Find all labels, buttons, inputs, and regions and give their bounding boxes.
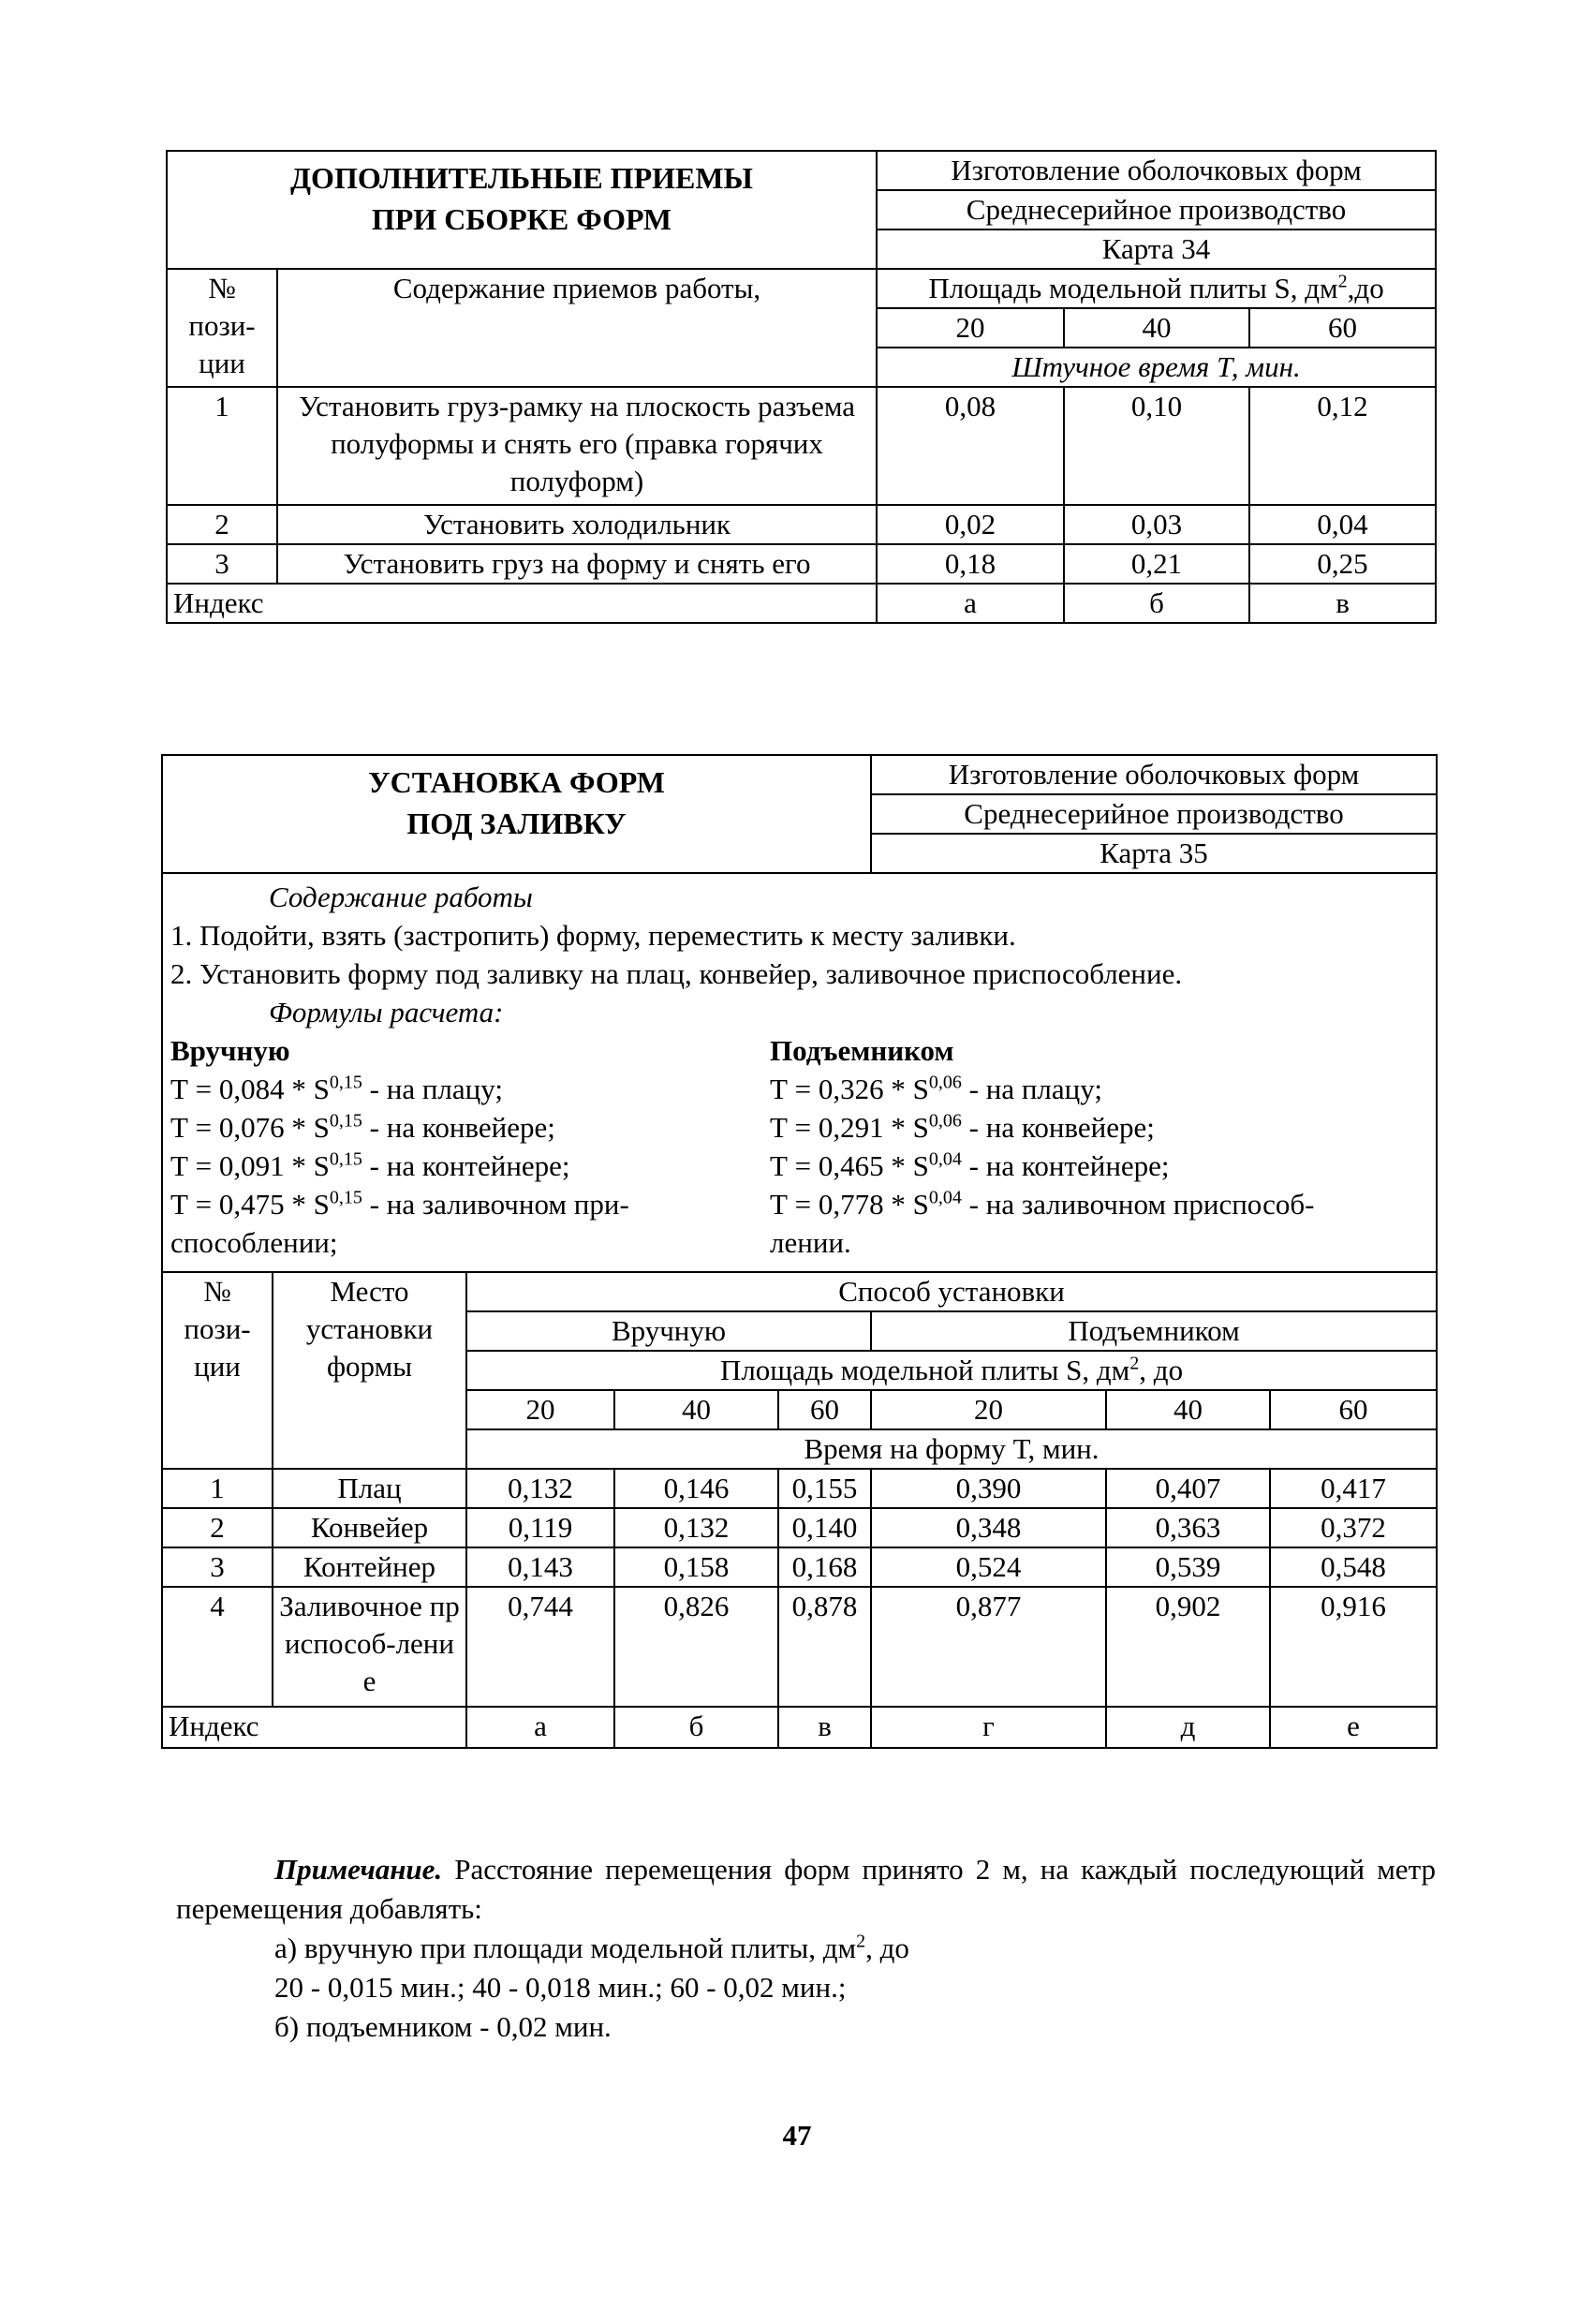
- row-value: 0,03: [1064, 505, 1249, 544]
- row-value: 0,372: [1270, 1508, 1437, 1547]
- method-manual-header: Вручную: [466, 1311, 871, 1351]
- table-row: [167, 544, 1436, 584]
- card-35-description: [162, 873, 1437, 1272]
- col-place-line1: Место: [330, 1275, 409, 1308]
- col-no-line2: пози-: [188, 309, 256, 342]
- row-value: 0,407: [1106, 1469, 1270, 1508]
- row-value: 0,877: [871, 1587, 1106, 1707]
- col-no-line2: пози-: [184, 1312, 251, 1345]
- row-value: 0,548: [1270, 1547, 1437, 1587]
- formulas-heading: Формулы расчета:: [269, 996, 504, 1029]
- row-place: Конвейер: [273, 1508, 466, 1547]
- row-value: 0,146: [614, 1469, 778, 1508]
- row-value: 0,143: [466, 1547, 614, 1587]
- row-no: 2: [167, 505, 277, 544]
- index-value: а: [466, 1707, 614, 1748]
- card-34-area-header: Площадь модельной плиты S, $дм^2,до$: [877, 269, 1436, 308]
- card-34-col-no-header: [167, 269, 277, 387]
- formulas-manual: [170, 1031, 770, 1262]
- note-text: Расстояние перемещения форм принято 2 м, на каждый последующий метр перемещения добавлять:: [176, 1853, 1436, 1925]
- row-place: Плац: [273, 1469, 466, 1508]
- work-step-2: 2. Установить форму под заливку на плац, конвейер, заливочное приспособление.: [170, 957, 1183, 990]
- row-value: 0,10: [1064, 387, 1249, 505]
- row-value: 0,158: [614, 1547, 778, 1587]
- card-35-title-line2: ПОД ЗАЛИВКУ: [406, 807, 627, 840]
- formulas-lift: [770, 1031, 1428, 1262]
- card-35-process: Изготовление оболочковых форм: [871, 755, 1437, 794]
- row-place: Заливочное приспособ-ление: [273, 1587, 466, 1707]
- row-value: 0,878: [778, 1587, 871, 1707]
- area-cell: 60: [1270, 1390, 1437, 1429]
- work-content-heading: Содержание работы: [269, 881, 533, 913]
- card-35-title: [162, 755, 871, 873]
- formula-line: Т = 0,465 * S$^{0,04}$ - на контейнере;: [770, 1148, 1170, 1182]
- row-value: 0,08: [877, 387, 1064, 505]
- row-value: 0,363: [1106, 1508, 1270, 1547]
- card-35-card-label: Карта 35: [871, 834, 1437, 873]
- row-no: 3: [162, 1547, 273, 1587]
- formula-line: Т = 0,076 * S$^{0,15}$ - на конвейере;: [170, 1110, 555, 1144]
- card-34-area-40: 40: [1064, 308, 1249, 348]
- formula-line: Т = 0,091 * S$^{0,15}$ - на контейнере;: [170, 1148, 570, 1182]
- formula-line: Т = 0,084 * S$^{0,15}$ - на плацу;: [170, 1072, 503, 1105]
- area-cell: 60: [778, 1390, 871, 1429]
- index-row: [167, 584, 1436, 623]
- row-no: 2: [162, 1508, 273, 1547]
- card-35-area-header: Площадь модельной плиты S, $дм^2$, до: [466, 1351, 1437, 1390]
- method-header: Способ установки: [466, 1272, 1437, 1311]
- note-paragraph: [176, 1850, 1436, 1929]
- row-value: 0,390: [871, 1469, 1106, 1508]
- row-no: 1: [162, 1469, 273, 1508]
- row-value: 0,21: [1064, 544, 1249, 584]
- row-value: 0,524: [871, 1547, 1106, 1587]
- area-cell: 40: [1106, 1390, 1270, 1429]
- formulas-lift-heading: Подъемником: [770, 1034, 954, 1067]
- index-value: е: [1270, 1707, 1437, 1748]
- formula-continuation: способлении;: [170, 1226, 338, 1259]
- table-row: [162, 1508, 1437, 1547]
- table-row: [162, 1547, 1437, 1587]
- card-35-col-no-header: [162, 1272, 273, 1469]
- index-value: а: [877, 584, 1064, 623]
- formulas-columns: [170, 1031, 1428, 1262]
- index-value: г: [871, 1707, 1106, 1748]
- area-cell: 40: [614, 1390, 778, 1429]
- index-value: в: [1249, 584, 1436, 623]
- row-value: 0,25: [1249, 544, 1436, 584]
- col-no-line1: №: [208, 272, 236, 304]
- col-no-line3: ции: [199, 347, 245, 379]
- row-value: 0,902: [1106, 1587, 1270, 1707]
- row-value: 0,826: [614, 1587, 778, 1707]
- card-34-area-20: 20: [877, 308, 1064, 348]
- table-row: [162, 1469, 1437, 1508]
- card-35-table: [161, 754, 1438, 1749]
- index-value: д: [1106, 1707, 1270, 1748]
- row-value: 0,916: [1270, 1587, 1437, 1707]
- card-34-title-line2: ПРИ СБОРКЕ ФОРМ: [371, 202, 672, 236]
- row-value: 0,140: [778, 1508, 871, 1547]
- note-item-a-values: 20 - 0,015 мин.; 40 - 0,018 мин.; 60 - 0,02 мин.;: [274, 1971, 847, 2004]
- col-no-line1: №: [203, 1275, 231, 1308]
- card-34-title-line1: ДОПОЛНИТЕЛЬНЫЕ ПРИЕМЫ: [290, 161, 753, 195]
- row-value: 0,119: [466, 1508, 614, 1547]
- row-value: 0,132: [466, 1469, 614, 1508]
- note-label: Примечание.: [274, 1853, 443, 1886]
- card-34-title: [167, 151, 877, 269]
- note: [176, 1850, 1436, 2047]
- row-value: 0,132: [614, 1508, 778, 1547]
- row-content: Установить груз на форму и снять его: [277, 544, 877, 584]
- row-place: Контейнер: [273, 1547, 466, 1587]
- card-34-col-content-header: Содержание приемов работы,: [277, 269, 877, 387]
- row-no: 3: [167, 544, 277, 584]
- card-35-title-line1: УСТАНОВКА ФОРМ: [368, 765, 665, 799]
- row-value: 0,744: [466, 1587, 614, 1707]
- note-item-a: а) вручную при площади модельной плиты, $дм^2$, до: [274, 1931, 909, 1964]
- card-35-time-header: Время на форму Т, мин.: [466, 1429, 1437, 1469]
- row-value: 0,12: [1249, 387, 1436, 505]
- table-row: [167, 505, 1436, 544]
- card-34-process: Изготовление оболочковых форм: [877, 151, 1436, 190]
- card-34-time-header: Штучное время Т, мин.: [877, 348, 1436, 387]
- table-row: [162, 1587, 1437, 1707]
- col-no-line3: ции: [194, 1350, 241, 1383]
- note-item-b: б) подъемником - 0,02 мин.: [274, 2010, 612, 2043]
- card-34-area-60: 60: [1249, 308, 1436, 348]
- row-no: 1: [167, 387, 277, 505]
- formula-line: Т = 0,326 * S$^{0,06}$ - на плацу;: [770, 1072, 1102, 1105]
- row-value: 0,168: [778, 1547, 871, 1587]
- index-value: в: [778, 1707, 871, 1748]
- card-35-production: Среднесерийное производство: [871, 794, 1437, 834]
- formula-line: Т = 0,778 * S$^{0,04}$ - на заливочном приспособ-: [770, 1187, 1315, 1221]
- table-row: [167, 387, 1436, 505]
- formula-line: Т = 0,291 * S$^{0,06}$ - на конвейере;: [770, 1110, 1155, 1144]
- row-no: 4: [162, 1587, 273, 1707]
- page-number: 47: [782, 2119, 812, 2152]
- formula-line: Т = 0,475 * S$^{0,15}$ - на заливочном при-: [170, 1187, 629, 1221]
- row-content: Установить груз-рамку на плоскость разъема полуформы и снять его (правка горячих полуформ): [277, 387, 877, 505]
- formula-continuation: лении.: [770, 1226, 851, 1259]
- row-value: 0,417: [1270, 1469, 1437, 1508]
- row-value: 0,348: [871, 1508, 1106, 1547]
- card-34-card-label: Карта 34: [877, 229, 1436, 269]
- index-value: б: [1064, 584, 1249, 623]
- area-cell: 20: [466, 1390, 614, 1429]
- index-label: Индекс: [162, 1707, 466, 1748]
- index-label: Индекс: [167, 584, 877, 623]
- col-place-line3: формы: [326, 1350, 413, 1383]
- method-lift-header: Подъемником: [871, 1311, 1437, 1351]
- row-content: Установить холодильник: [277, 505, 877, 544]
- card-34-production: Среднесерийное производство: [877, 190, 1436, 229]
- area-cell: 20: [871, 1390, 1106, 1429]
- index-value: б: [614, 1707, 778, 1748]
- formulas-manual-heading: Вручную: [170, 1034, 290, 1067]
- row-value: 0,539: [1106, 1547, 1270, 1587]
- row-value: 0,18: [877, 544, 1064, 584]
- index-row: [162, 1707, 1437, 1748]
- row-value: 0,02: [877, 505, 1064, 544]
- col-place-line2: установки: [305, 1312, 434, 1345]
- work-step-1: 1. Подойти, взять (застропить) форму, переместить к месту заливки.: [170, 919, 1016, 952]
- card-35-col-place-header: [273, 1272, 466, 1469]
- row-value: 0,155: [778, 1469, 871, 1508]
- card-34-table: [166, 150, 1437, 624]
- row-value: 0,04: [1249, 505, 1436, 544]
